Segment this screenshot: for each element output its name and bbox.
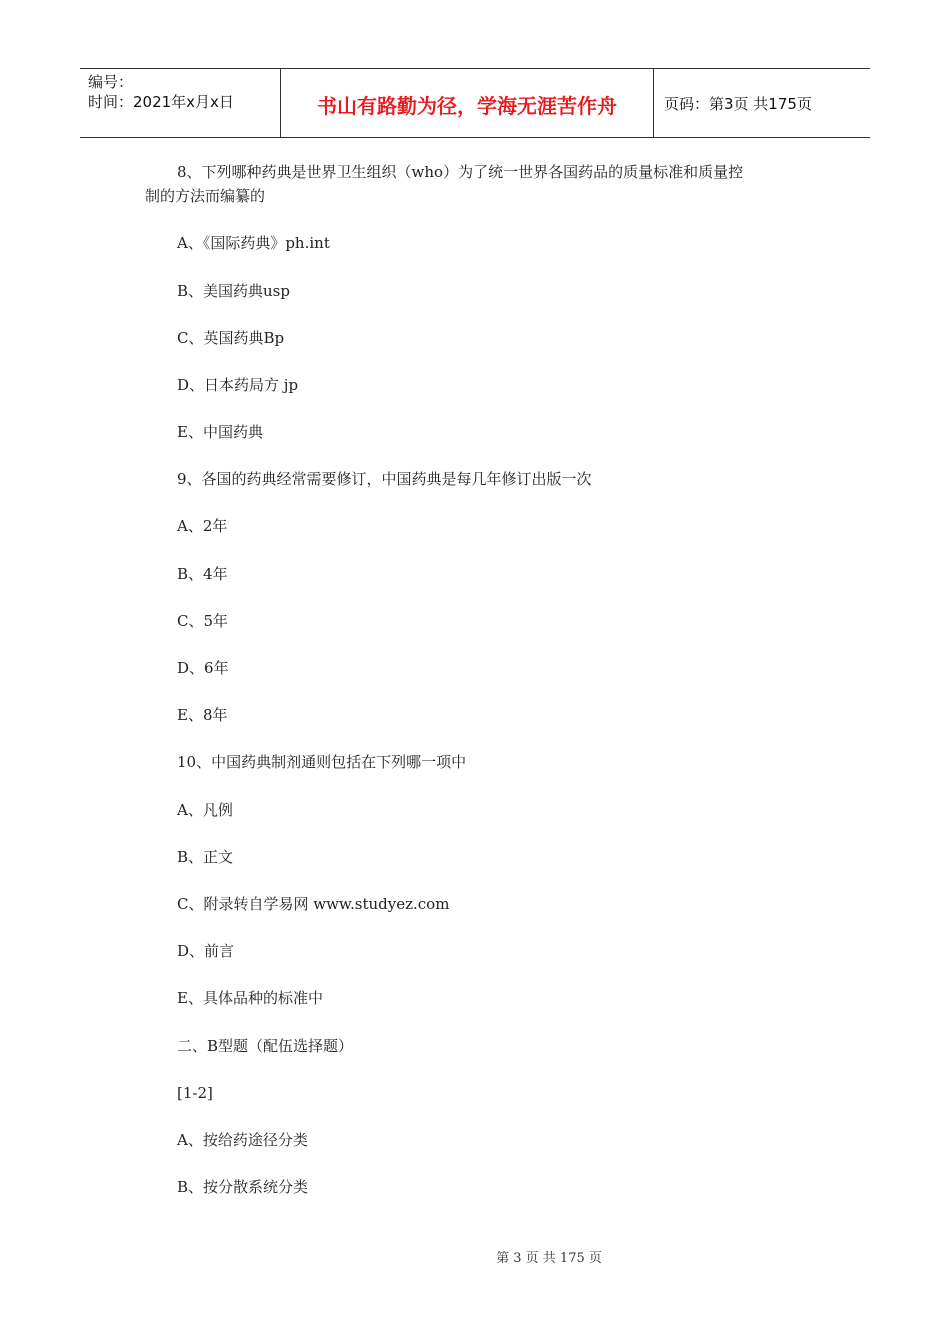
header-meta [80,69,281,137]
q10-option-c: C、附录转自学易网 www.studyez.com [177,895,450,913]
group-option-b: B、按分散系统分类 [177,1178,309,1196]
q8-option-c: C、英国药典Bp [177,329,285,347]
header-motto: 书山有路勤为径，学海无涯苦作舟 [281,69,654,137]
question-8-line-1: 8、下列哪种药典是世界卫生组织（who）为了统一世界各国药品的质量标准和质量控 [177,163,744,181]
q10-option-d: D、前言 [177,942,235,960]
q9-option-e: E、8年 [177,706,228,724]
q9-option-a: A、2年 [177,517,228,535]
question-9: 9、各国的药典经常需要修订，中国药典是每几年修订出版一次 [177,470,592,488]
q10-option-a: A、凡例 [177,801,233,819]
question-group-label: [1-2] [177,1084,213,1102]
q8-option-a: A、《国际药典》ph.int [177,234,330,252]
serial-number-label: 编号： [88,73,134,91]
question-10: 10、中国药典制剂通则包括在下列哪一项中 [177,753,467,771]
date-label: 时间：2021年x月x日 [88,93,234,111]
page-header [80,68,870,138]
q10-option-b: B、正文 [177,848,234,866]
q10-option-e: E、具体品种的标准中 [177,989,323,1007]
q8-option-b: B、美国药典usp [177,282,290,300]
q8-option-d: D、日本药局方 jp [177,376,299,394]
question-8-line-2: 制的方法而编纂的 [145,187,266,205]
group-option-a: A、按给药途径分类 [177,1131,308,1149]
q9-option-c: C、5年 [177,612,229,630]
page-footer: 第 3 页 共 175 页 [496,1251,602,1266]
header-page-info: 页码：第3页 共175页 [664,94,812,113]
q8-option-e: E、中国药典 [177,423,263,441]
q9-option-b: B、4年 [177,565,228,583]
q9-option-d: D、6年 [177,659,229,677]
section-heading-b-type: 二、B型题（配伍选择题） [177,1037,354,1055]
